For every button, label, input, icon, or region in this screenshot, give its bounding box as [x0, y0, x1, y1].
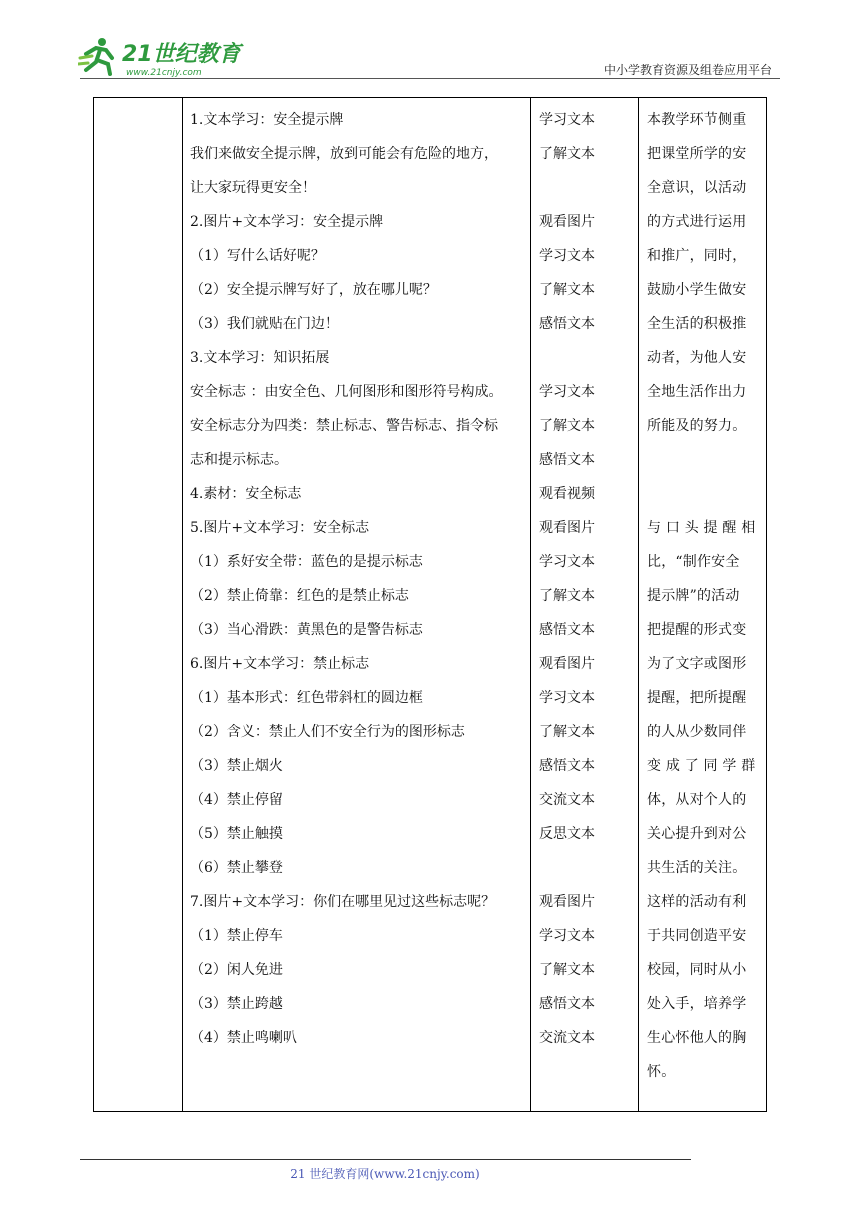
note-line: 处入手，培养学: [647, 996, 747, 1012]
activity-line: 感悟文本: [539, 622, 595, 638]
content-line: （3）禁止烟火: [190, 758, 283, 774]
content-line: （3）禁止跨越: [190, 996, 283, 1012]
activity-line: 观看图片: [539, 520, 595, 536]
activity-line: 交流文本: [539, 1030, 595, 1046]
content-line: 7.图片+文本学习：你们在哪里见过这些标志呢？: [190, 894, 496, 910]
content-line: （2）闲人免进: [190, 962, 283, 978]
note-line: 体，从对个人的: [647, 792, 747, 808]
note-line: 的方式进行运用: [647, 214, 747, 230]
activity-line: 学习文本: [539, 112, 595, 128]
runner-icon: [78, 38, 112, 74]
platform-title: 中小学教育资源及组卷应用平台: [603, 63, 772, 77]
note-line: 共生活的关注。: [647, 860, 747, 876]
note-line: 与 口 头 提 醒 相: [647, 520, 756, 536]
activity-line: 学习文本: [539, 928, 595, 944]
activity-line: 观看图片: [539, 656, 595, 672]
content-line: （6）禁止攀登: [190, 860, 283, 876]
lesson-table: [93, 97, 767, 1112]
note-line: 怀。: [647, 1064, 676, 1080]
note-line: 的人从少数同伴: [647, 724, 747, 740]
content-line: 我们来做安全提示牌，放到可能会有危险的地方，: [190, 146, 498, 162]
note-line: [647, 477, 761, 511]
activity-line: 了解文本: [539, 724, 595, 740]
footer-divider: [80, 1159, 691, 1160]
content-line: （1）写什么话好呢？: [190, 248, 325, 264]
note-line: 全地生活作出力: [647, 384, 747, 400]
content-line: （1）禁止停车: [190, 928, 283, 944]
note-line: 变 成 了 同 学 群: [647, 758, 756, 774]
content-line: 3.文本学习：知识拓展: [190, 350, 330, 366]
activity-line: 了解文本: [539, 282, 595, 298]
note-line: 比，“制作安全: [647, 554, 740, 570]
activity-line: 了解文本: [539, 146, 595, 162]
activity-line: 观看图片: [539, 214, 595, 230]
note-line: 本教学环节侧重: [647, 112, 747, 128]
content-line: 5.图片+文本学习：安全标志: [190, 520, 370, 536]
activity-line: [539, 851, 635, 885]
note-line: 生心怀他人的胸: [647, 1030, 747, 1046]
column-divider: [182, 98, 183, 1111]
note-line: 关心提升到对公: [647, 826, 747, 842]
note-line: 提醒，把所提醒: [647, 690, 747, 706]
activity-line: 感悟文本: [539, 758, 595, 774]
activity-line: 观看视频: [539, 486, 595, 502]
column-divider: [530, 98, 531, 1111]
content-line: （2）含义：禁止人们不安全行为的图形标志: [190, 724, 465, 740]
note-line: 动者，为他人安: [647, 350, 747, 366]
note-line: 把课堂所学的安: [647, 146, 747, 162]
content-line: （1）基本形式：红色带斜杠的圆边框: [190, 690, 423, 706]
column-divider: [638, 98, 639, 1111]
note-line: 和推广，同时，: [647, 248, 747, 264]
activity-line: 感悟文本: [539, 996, 595, 1012]
content-line: （4）禁止停留: [190, 792, 283, 808]
content-line: 2.图片+文本学习：安全提示牌: [190, 214, 384, 230]
activity-line: 了解文本: [539, 588, 595, 604]
activity-line: 学习文本: [539, 384, 595, 400]
content-line: （4）禁止鸣喇叭: [190, 1030, 297, 1046]
content-line: 4.素材：安全标志: [190, 486, 302, 502]
activity-line: 交流文本: [539, 792, 595, 808]
activity-line: 学习文本: [539, 690, 595, 706]
content-line: （1）系好安全带：蓝色的是提示标志: [190, 554, 423, 570]
note-line: 提示牌”的活动: [647, 588, 740, 604]
content-line: （2）安全提示牌写好了，放在哪儿呢？: [190, 282, 437, 298]
content-line: 1.文本学习：安全提示牌: [190, 112, 344, 128]
activity-line: 反思文本: [539, 826, 595, 842]
teaching-content-column: [190, 103, 530, 1055]
logo-url: www.21cnjy.com: [126, 68, 202, 78]
activity-line: [539, 171, 635, 205]
note-line: 于共同创造平安: [647, 928, 747, 944]
activity-line: 了解文本: [539, 962, 595, 978]
note-line: [647, 443, 761, 477]
content-line: 6.图片+文本学习：禁止标志: [190, 656, 370, 672]
site-logo: [78, 34, 258, 78]
note-line: 全生活的积极推: [647, 316, 747, 332]
note-line: 把提醒的形式变: [647, 622, 747, 638]
content-line: 安全标志 ：由安全色、几何图形和图形符号构成。: [190, 384, 503, 400]
header-divider: [80, 78, 780, 79]
note-line: 校园，同时从小: [647, 962, 747, 978]
student-activity-column: [539, 103, 635, 1055]
content-line: （3）我们就贴在门边！: [190, 316, 339, 332]
activity-line: 观看图片: [539, 894, 595, 910]
note-line: 鼓励小学生做安: [647, 282, 747, 298]
content-line: 志和提示标志。: [190, 452, 288, 468]
activity-line: 学习文本: [539, 554, 595, 570]
footer-link[interactable]: 21 世纪教育网(www.21cnjy.com): [290, 1167, 480, 1181]
note-line: 这样的活动有利: [647, 894, 747, 910]
content-line: 让大家玩得更安全！: [190, 180, 316, 196]
content-line: 安全标志分为四类：禁止标志、警告标志、指令标: [190, 418, 498, 434]
activity-line: 感悟文本: [539, 316, 595, 332]
design-intent-column: [647, 103, 761, 1089]
content-line: （3）当心滑跌：黄黑色的是警告标志: [190, 622, 423, 638]
content-line: （2）禁止倚靠：红色的是禁止标志: [190, 588, 409, 604]
logo-text: 21世纪教育: [122, 42, 241, 67]
note-line: 全意识，以活动: [647, 180, 747, 196]
note-line: 所能及的努力。: [647, 418, 747, 434]
activity-line: [539, 341, 635, 375]
note-line: 为了文字或图形: [647, 656, 747, 672]
activity-line: 了解文本: [539, 418, 595, 434]
activity-line: 学习文本: [539, 248, 595, 264]
activity-line: 感悟文本: [539, 452, 595, 468]
content-line: （5）禁止触摸: [190, 826, 283, 842]
